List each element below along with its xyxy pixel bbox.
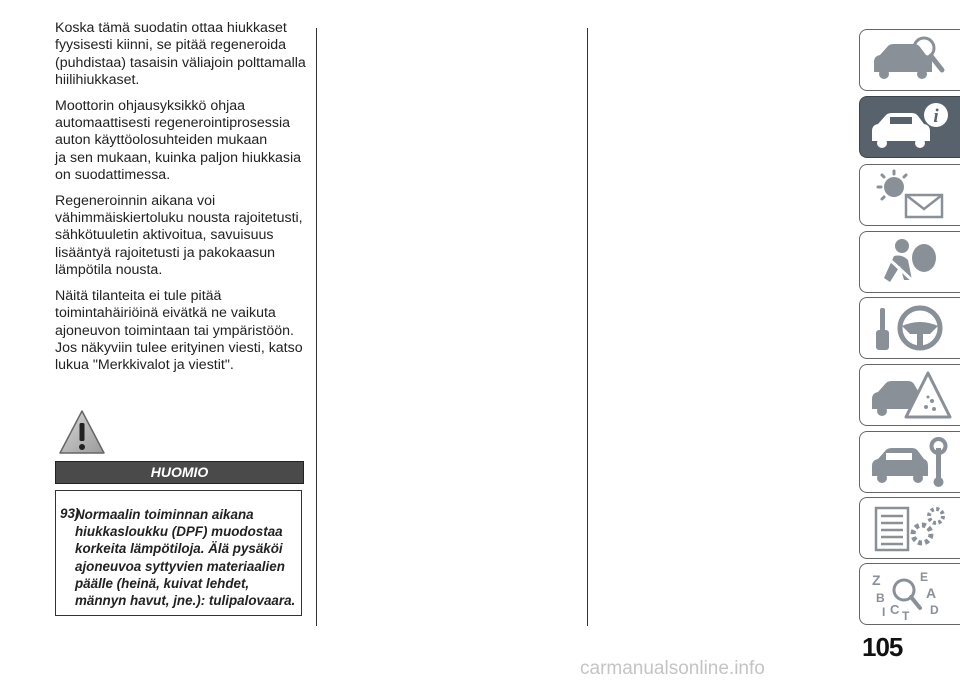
warning-light-message-icon — [868, 169, 952, 221]
warning-note-box — [55, 490, 302, 616]
svg-text:Z: Z — [872, 572, 881, 588]
svg-text:I: I — [882, 605, 886, 619]
svg-text:T: T — [902, 609, 910, 620]
svg-text:C: C — [890, 602, 900, 617]
airbag-seatbelt-icon — [868, 236, 952, 288]
paragraph-filter-regeneration: Koska tämä suodatin ottaa hiukkaset fyysisesti kiinni, se pitää regeneroida (puhdistaa) tasaisin väliajoin polttamalla hiilihiukkaset. — [55, 20, 306, 89]
column-divider-left — [316, 28, 317, 626]
column-divider-right — [587, 28, 588, 626]
tab-warning-lights-messages[interactable] — [859, 164, 960, 226]
key-steering-wheel-icon — [868, 302, 952, 354]
note-number: 93) — [60, 506, 80, 521]
svg-text:E: E — [920, 570, 929, 584]
note-text: Normaalin toiminnan aikana hiukkasloukku (DPF) muodostaa korkeita lämpötiloja. Älä pysäköi ajoneuvoa syttyvien materiaalien päälle (heinä, kuivat lehdet, männyn havut, jne.): tulipalovaara. — [75, 507, 296, 609]
alphabetical-index-icon — [868, 568, 952, 620]
tab-safety[interactable] — [859, 231, 960, 293]
svg-text:D: D — [930, 603, 939, 617]
tab-index[interactable] — [859, 563, 960, 625]
warning-title-bar: HUOMIO — [55, 461, 304, 484]
car-wrench-icon — [868, 436, 952, 488]
page-number: 105 — [862, 632, 903, 662]
tab-starting-driving[interactable] — [859, 297, 960, 359]
tab-maintenance[interactable] — [859, 431, 960, 493]
car-info-icon — [868, 101, 952, 153]
paragraph-regeneration-effects: Regeneroinnin aikana voi vähimmäiskiertoluku nousta rajoitetusti, sähkötuuletin aktivoitua, savuisuus lisääntyä rajoitetusti ja pakokaasun lämpötila nousta. — [55, 192, 303, 279]
paragraph-not-malfunction: Näitä tilanteita ei tule pitää toimintahäiriöinä eivätkä ne vaikuta ajoneuvon toimintaan tai ympäristöön. Jos näkyviin tulee erityinen viesti, katso lukua "Merkkivalot ja viestit". — [55, 287, 303, 374]
warning-triangle-icon — [58, 409, 106, 455]
tab-technical-data[interactable] — [859, 497, 960, 559]
specs-gear-icon — [868, 502, 952, 554]
svg-text:B: B — [876, 591, 885, 605]
tab-car-info[interactable] — [859, 96, 960, 158]
car-magnifier-icon — [868, 34, 952, 86]
tab-emergency[interactable] — [859, 364, 960, 426]
main-text-column — [55, 20, 307, 383]
car-hazard-icon — [868, 369, 952, 421]
svg-text:A: A — [926, 585, 937, 601]
watermark: carmanualsonline.info — [580, 658, 765, 679]
paragraph-ecu-control: Moottorin ohjausyksikkö ohjaa automaattisesti regenerointiprosessia auton käyttöolosuhteiden mukaan ja sen mukaan, kuinka paljon hiukkasia on suodattimessa. — [55, 97, 302, 184]
tab-getting-to-know-car[interactable] — [859, 29, 960, 91]
svg-text:i: i — [933, 106, 939, 127]
